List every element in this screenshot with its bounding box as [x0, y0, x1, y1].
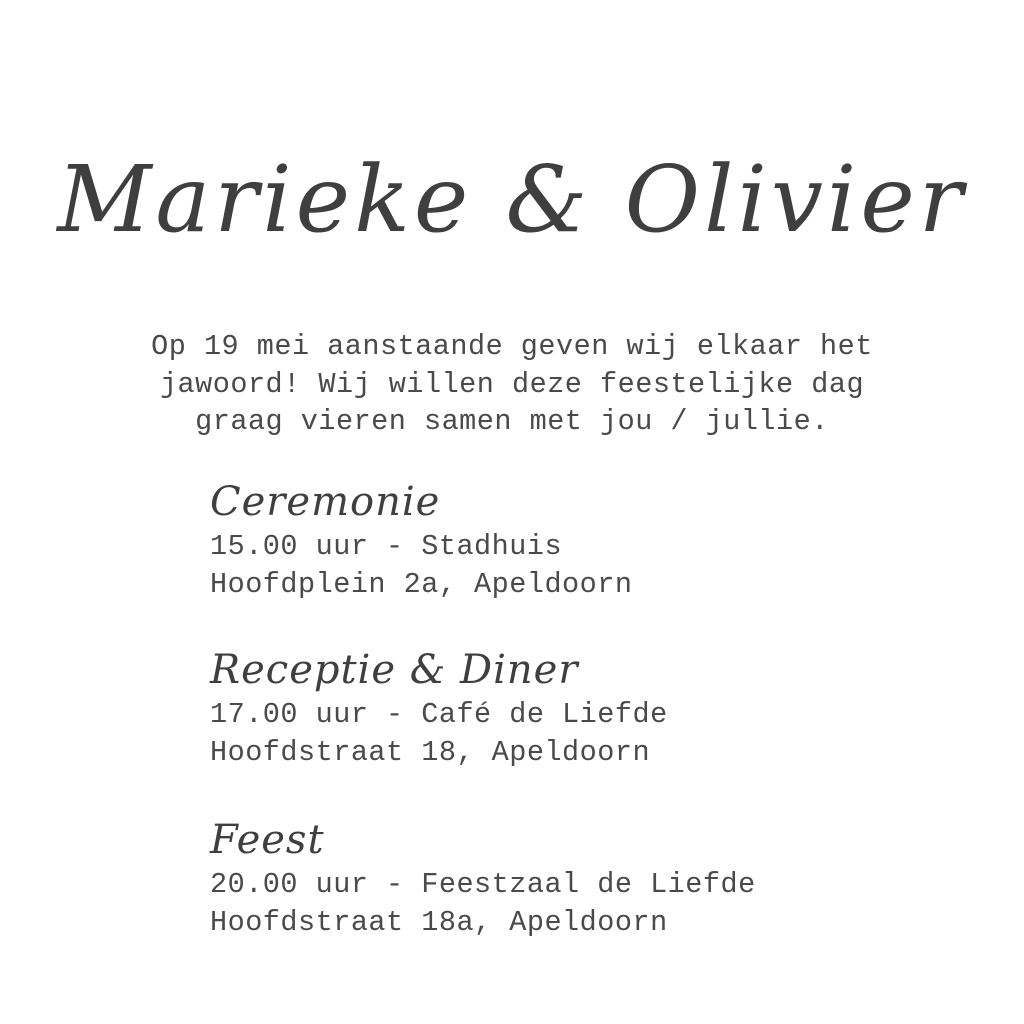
event-time-place: 20.00 uur - Feestzaal de Liefde: [210, 868, 756, 901]
event-time-place: 17.00 uur - Café de Liefde: [210, 698, 668, 731]
event-heading: Feest: [210, 817, 325, 863]
event-heading: Ceremonie: [210, 479, 441, 525]
event-address: Hoofdplein 2a, Apeldoorn: [210, 567, 633, 601]
intro-line: jawoord! Wij willen deze feestelijke dag: [159, 367, 865, 401]
intro-line: Op 19 mei aanstaande geven wij elkaar het: [151, 330, 873, 363]
event-address: Hoofdstraat 18a, Apeldoorn: [210, 905, 668, 939]
event-ceremony: [210, 476, 970, 603]
couple-names-title: Marieke & Olivier: [57, 146, 967, 253]
event-time-place: 15.00 uur - Stadhuis: [210, 530, 563, 563]
event-address: Hoofdstraat 18, Apeldoorn: [210, 735, 651, 769]
event-party: [210, 814, 970, 941]
intro-line: graag vieren samen met jou / jullie.: [195, 405, 829, 438]
event-reception-dinner: [210, 644, 970, 771]
event-heading: Receptie & Diner: [210, 647, 579, 693]
invitation-intro: [60, 328, 964, 441]
